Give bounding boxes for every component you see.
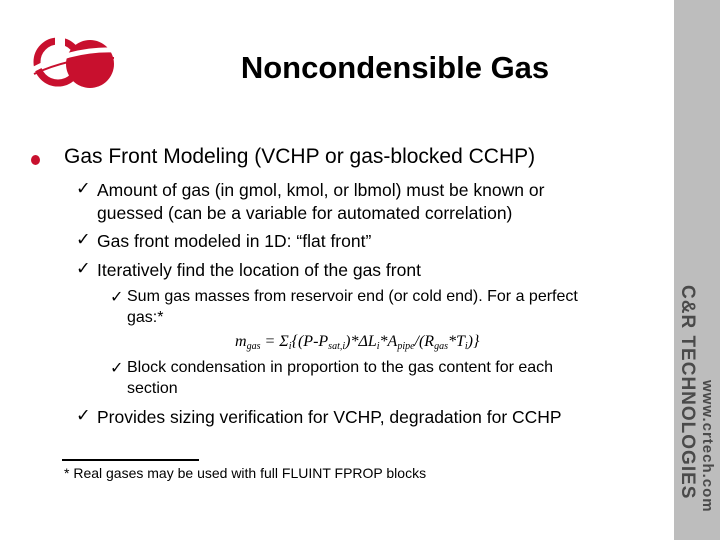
brand-sidebar [674,0,720,540]
sub-bullet-amount-line2: guessed (can be a variable for automated correlation) [97,203,513,223]
sub-sub-bullet-block-line1: Block condensation in proportion to the gas content for each [127,359,554,376]
gas-mass-formula: $m_{gas} = \Sigma_i\{(P-P_{sat,i})*\Delta L_i*A_{pipe}/(R_{gas}*T_i)\}$ [235,333,480,352]
checkmark-icon: ✓ [76,406,91,426]
checkmark-icon: ✓ [110,358,124,377]
sub-bullet-amount-line1: Amount of gas (in gmol, kmol, or lbmol) must be known or [97,180,545,200]
sub-sub-bullet-sum-line2: gas:* [127,309,164,326]
sub-bullet-flat-front: Gas front modeled in 1D: “flat front” [97,231,372,251]
sub-bullet-iterative: Iteratively find the location of the gas front [97,260,421,280]
sidebar-company: C&R TECHNOLOGIES [677,285,698,500]
red-bullet-dot [31,155,40,165]
footnote: * Real gases may be used with full FLUINT FPROP blocks [64,465,427,481]
sub-bullet-sizing: Provides sizing verification for VCHP, degradation for CCHP [97,407,562,427]
checkmark-icon: ✓ [76,230,91,250]
sub-sub-bullet-block-line2: section [127,380,178,397]
checkmark-icon: ✓ [76,259,91,279]
footnote-divider [62,459,199,461]
checkmark-icon: ✓ [110,287,124,306]
main-bullet-text: Gas Front Modeling (VCHP or gas-blocked CCHP) [64,145,536,168]
slide-title: Noncondensible Gas [240,50,550,85]
checkmark-icon: ✓ [76,179,91,199]
sidebar-url: www.crtech.com [699,380,716,513]
sidebar-branding [674,0,720,540]
sub-sub-bullet-sum-line1: Sum gas masses from reservoir end (or cold end). For a perfect [127,288,578,305]
